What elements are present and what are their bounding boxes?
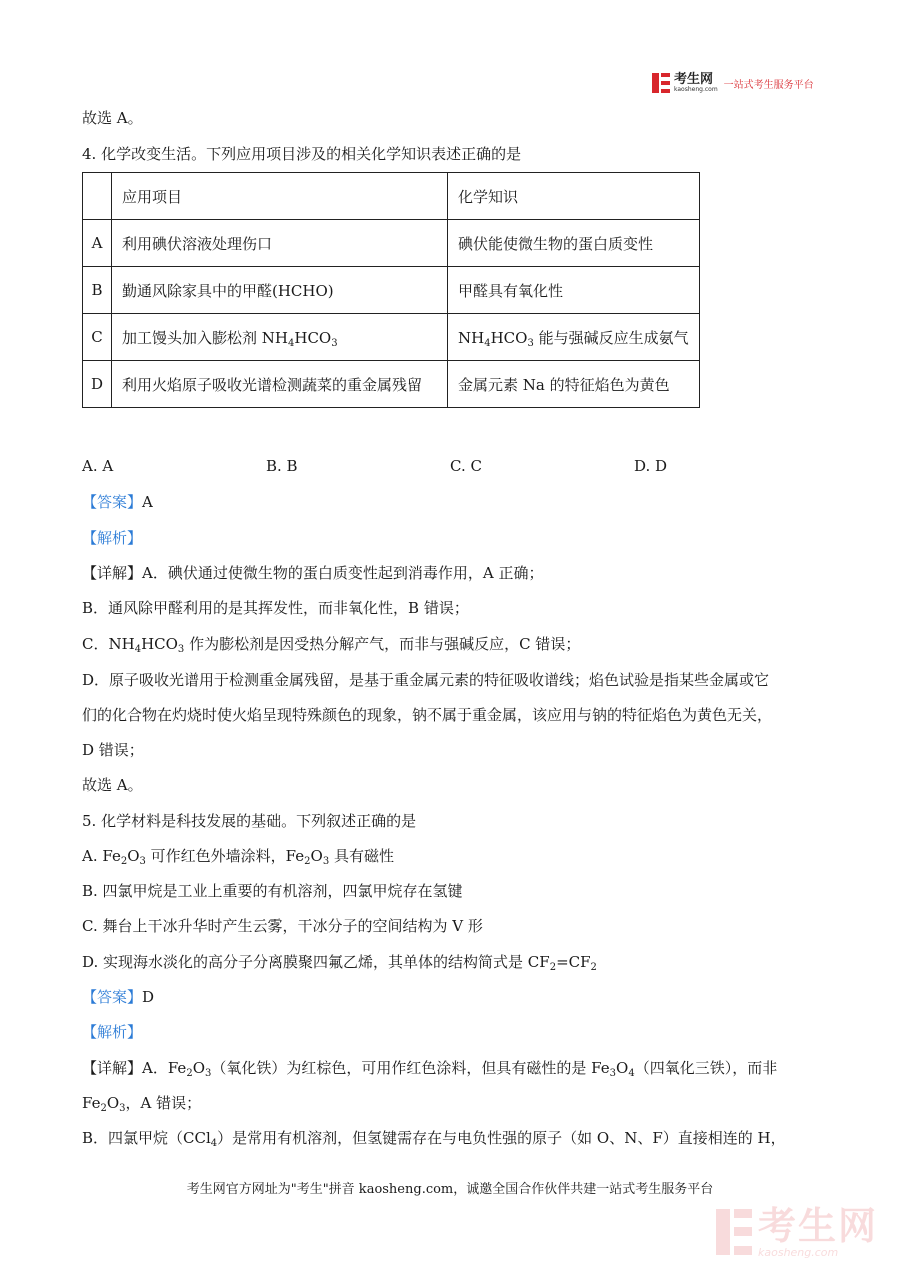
- table-row: [83, 267, 700, 314]
- row-knowledge: [448, 314, 700, 361]
- subscript: 3: [139, 856, 146, 867]
- row-label: B: [83, 267, 112, 314]
- q4-conclusion: 故选 A。: [82, 776, 143, 794]
- q4-detail-d-end: D 错误；: [82, 741, 144, 759]
- row-app: [112, 314, 448, 361]
- row-app: 利用碘伏溶液处理伤口: [112, 220, 448, 267]
- text-seg: （四氧化三铁），而非: [634, 1059, 778, 1077]
- row-label: A: [83, 220, 112, 267]
- subscript: 2: [590, 962, 597, 973]
- q4-option-a: A. A: [82, 457, 114, 475]
- text-seg: O: [310, 847, 323, 865]
- logo-name: 考生网: [674, 72, 714, 87]
- table-header-cell: [83, 173, 112, 220]
- row-app: 勤通风除家具中的甲醛(HCHO): [112, 267, 448, 314]
- row-knowledge: 碘伏能使微生物的蛋白质变性: [448, 220, 700, 267]
- subscript: 3: [205, 1068, 212, 1079]
- q4-answer: [82, 492, 153, 512]
- text-seg: ）是常用有机溶剂，但氢键需存在与电负性强的原子（如 O、N、F）直接相连的 H，: [217, 1129, 786, 1147]
- q5-option-c: C. 舞台上干冰升华时产生云雾，干冰分子的空间结构为 V 形: [82, 917, 483, 935]
- text-seg: HCO: [141, 635, 178, 653]
- row-knowledge: 甲醛具有氧化性: [448, 267, 700, 314]
- detail-label: 【详解】: [82, 564, 143, 582]
- q4-detail-b: B．通风除甲醛利用的是其挥发性，而非氧化性，B 错误；: [82, 599, 469, 617]
- q5-option-a: [82, 846, 394, 866]
- table-header-row: [83, 173, 700, 220]
- table-header-cell: 化学知识: [448, 173, 700, 220]
- subscript: 3: [331, 337, 338, 349]
- detail-text: A．碘伏通过使微生物的蛋白质变性起到消毒作用，A 正确；: [142, 564, 544, 582]
- detail-label: 【详解】: [82, 1059, 143, 1077]
- text-seg: HCO: [294, 328, 332, 347]
- text-seg: HCO: [490, 328, 528, 347]
- subscript: 3: [322, 856, 330, 867]
- q5-detail-a: [82, 1058, 777, 1078]
- watermark-domain: kaosheng.com: [758, 1245, 839, 1259]
- table-row: [83, 220, 700, 267]
- text-seg: Fe: [82, 1094, 101, 1112]
- text-seg: D. 实现海水淡化的高分子分离膜聚四氟乙烯，其单体的结构简式是 CF: [82, 953, 550, 971]
- q4-table: [82, 172, 700, 408]
- subscript: 4: [628, 1068, 635, 1079]
- answer-value: D: [142, 988, 155, 1006]
- table-row: [83, 314, 700, 361]
- text-seg: 作为膨松剂是因受热分解产气，而非与强碱反应，C 错误；: [184, 635, 581, 653]
- q4-analysis-label: [82, 528, 142, 548]
- subscript: 4: [210, 1138, 218, 1149]
- q4-detail-c: [82, 634, 580, 654]
- q4-detail-d: D．原子吸收光谱用于检测重金属残留，是基于重金属元素的特征吸收谱线；焰色试验是指某些金属或它: [82, 671, 770, 689]
- kaosheng-watermark-icon: [716, 1209, 752, 1255]
- q5-option-d: [82, 952, 597, 972]
- subscript: 2: [304, 856, 311, 867]
- header-logo[interactable]: [652, 72, 814, 94]
- q5-answer: [82, 987, 154, 1007]
- analysis-label: 【解析】: [82, 529, 143, 547]
- text-seg: =CF: [556, 953, 591, 971]
- kaosheng-logo-icon: [652, 73, 670, 93]
- subscript: 3: [527, 337, 534, 349]
- text-seg: ，A 错误；: [125, 1094, 202, 1112]
- subscript: 2: [186, 1068, 193, 1079]
- text-seg: A．Fe: [142, 1059, 187, 1077]
- subscript: 2: [100, 1103, 107, 1114]
- q5-detail-a-cont: [82, 1093, 201, 1113]
- text-seg: 可作红色外墙涂料，Fe: [145, 847, 305, 865]
- row-label: D: [83, 361, 112, 408]
- answer-value: A: [142, 493, 153, 511]
- q5-analysis-label: [82, 1022, 142, 1042]
- text-seg: B．四氯甲烷（CCl: [82, 1129, 211, 1147]
- prev-conclusion: 故选 A。: [82, 109, 143, 127]
- subscript: 4: [484, 337, 491, 349]
- analysis-label: 【解析】: [82, 1023, 143, 1041]
- subscript: 3: [119, 1103, 126, 1114]
- row-knowledge: 金属元素 Na 的特征焰色为黄色: [448, 361, 700, 408]
- text-seg: C．NH: [82, 635, 135, 653]
- table-header-cell: 应用项目: [112, 173, 448, 220]
- text-seg: O: [127, 847, 140, 865]
- text-seg: O: [616, 1059, 629, 1077]
- answer-label: 【答案】: [82, 988, 143, 1006]
- watermark: [716, 1203, 886, 1259]
- page-footer: 考生网官方网址为"考生"拼音 kaosheng.com，诚邀全国合作伙伴共建一站式考生服务平台: [186, 1182, 714, 1197]
- q5-option-b: B. 四氯甲烷是工业上重要的有机溶剂，四氯甲烷存在氢键: [82, 882, 463, 900]
- q5-detail-b: [82, 1128, 786, 1148]
- subscript: 2: [549, 962, 557, 973]
- q4-stem: 4. 化学改变生活。下列应用项目涉及的相关化学知识表述正确的是: [82, 145, 522, 163]
- text-seg: 能与强碱反应生成氨气: [533, 328, 689, 347]
- subscript: 3: [609, 1068, 617, 1079]
- subscript: 2: [120, 856, 128, 867]
- q5-stem: 5. 化学材料是科技发展的基础。下列叙述正确的是: [82, 812, 417, 830]
- text-seg: NH: [458, 328, 485, 347]
- logo-domain: kaosheng.com: [674, 86, 718, 93]
- text-seg: A. Fe: [82, 847, 121, 865]
- subscript: 3: [177, 644, 185, 655]
- logo-slogan: 一站式考生服务平台: [723, 79, 814, 91]
- subscript: 4: [134, 644, 142, 655]
- q4-option-b: B. B: [266, 457, 298, 475]
- subscript: 4: [287, 337, 295, 349]
- watermark-name: 考生网: [758, 1203, 879, 1248]
- answer-label: 【答案】: [82, 493, 143, 511]
- row-app: 利用火焰原子吸收光谱检测蔬菜的重金属残留: [112, 361, 448, 408]
- text-seg: O: [106, 1094, 120, 1112]
- text-seg: （氧化铁）为红棕色，可用作红色涂料，但具有磁性的是 Fe: [211, 1059, 610, 1077]
- row-label: C: [83, 314, 112, 361]
- text-seg: O: [192, 1059, 206, 1077]
- table-row: [83, 361, 700, 408]
- q4-option-d: D. D: [634, 457, 668, 475]
- text-seg: 具有磁性: [329, 847, 394, 865]
- q4-detail-d-cont: 们的化合物在灼烧时使火焰呈现特殊颜色的现象，钠不属于重金属，该应用与钠的特征焰色为黄色无关，: [82, 706, 773, 724]
- text-seg: 加工馒头加入膨松剂 NH: [122, 328, 288, 347]
- q4-detail-a: [82, 563, 543, 583]
- q4-option-c: C. C: [450, 457, 482, 475]
